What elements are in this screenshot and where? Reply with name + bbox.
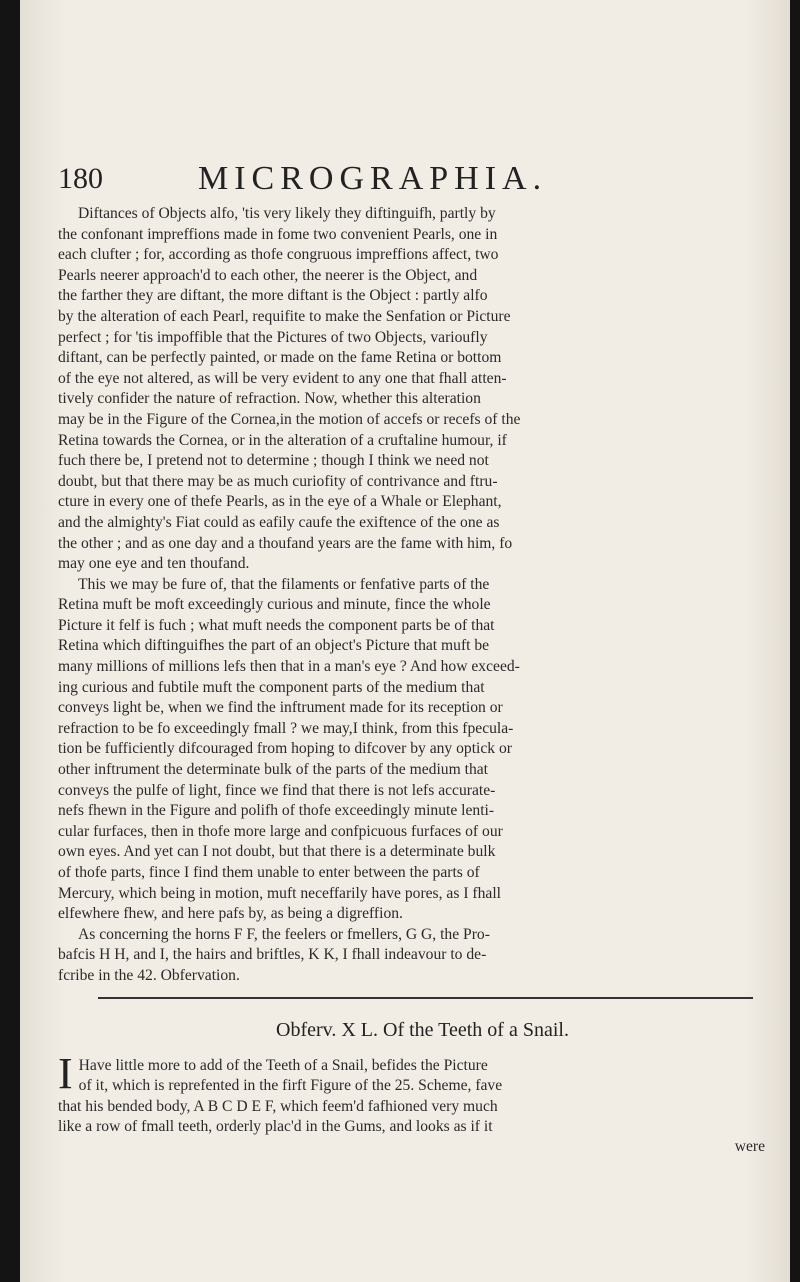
text-line: refraction to be fo exceedingly fmall ? we may,I think, from this fpecula-: [58, 719, 514, 737]
text-line: Retina which diftinguifhes the part of an object's Picture that muft be: [58, 637, 490, 655]
section-divider: [98, 997, 753, 999]
text-line: Diftances of Objects alfo, 'tis very likely they diftinguifh, partly by: [78, 205, 496, 222]
text-line: ing curious and fubtile muft the component parts of the medium that: [58, 678, 485, 696]
page-content: [58, 160, 800, 1156]
text-line: As concerning the horns F F, the feelers or fmellers, G G, the Pro-: [78, 925, 490, 943]
text-line: conveys light be, when we find the inftrument made for its reception or: [58, 699, 503, 717]
text-line: bafcis H H, and I, the hairs and briftles, K K, I fhall indeavour to de-: [58, 946, 487, 964]
text-line: many millions of millions lefs then that in a man's eye ? And how exceed-: [58, 658, 520, 676]
text-line: nefs fhewn in the Figure and polifh of thofe exceedingly minute lenti-: [58, 802, 495, 820]
catchword: were: [734, 1137, 765, 1155]
text-line: like a row of fmall teeth, orderly plac'd in the Gums, and looks as if it: [58, 1118, 493, 1136]
text-line: and the almighty's Fiat could as eafily caufe the exiftence of the one as: [58, 513, 500, 531]
text-line: perfect ; for 'tis impoffible that the Pictures of two Objects, varioufly: [58, 328, 488, 346]
paragraph-snail-teeth: [58, 1048, 800, 1138]
text-line: of thofe parts, fince I find them unable to enter between the parts of: [58, 864, 480, 881]
text-line: each clufter ; for, according as thofe congruous impreffions affect, two: [58, 246, 499, 264]
text-line: tion be fufficiently difcouraged from hoping to difcover by any optick or: [58, 740, 512, 758]
text-line: that his bended body, A B C D E F, which feem'd fafhioned very much: [58, 1097, 498, 1115]
text-line: Have little more to add of the Teeth of a Snail, befides the Picture: [78, 1056, 488, 1074]
text-line: Pearls neerer approach'd to each other, the neerer is the Object, and: [58, 266, 478, 284]
text-line: other inftrument the determinate bulk of the parts of the medium that: [58, 761, 489, 779]
paragraph-horns: [58, 925, 800, 987]
drop-cap: I: [58, 1048, 73, 1098]
book-page: [20, 0, 790, 1282]
text-line: This we may be fure of, that the filaments or fenfative parts of the: [78, 575, 490, 593]
text-line: Picture it felf is fuch ; what muft needs the component parts be of that: [58, 616, 495, 634]
text-line: fuch there be, I pretend not to determine ; though I think we need not: [58, 452, 489, 470]
text-line: conveys the pulfe of light, fince we find that there is not lefs accurate-: [58, 781, 496, 799]
text-line: the confonant impreffions made in fome two convenient Pearls, one in: [58, 225, 498, 243]
text-line: elfewhere fhew, and here pafs by, as being a digreffion.: [58, 905, 403, 923]
text-line: cture in every one of thefe Pearls, as in the eye of a Whale or Elephant,: [58, 493, 502, 511]
text-line: Retina towards the Cornea, or in the alteration of a cruftaline humour, if: [58, 431, 507, 449]
text-line: Mercury, which being in motion, muft neceffarily have pores, as I fhall: [58, 884, 501, 902]
text-line: the other ; and as one day and a thoufand years are the fame with him, fo: [58, 534, 513, 552]
text-line: may one eye and ten thoufand.: [58, 555, 250, 573]
text-line: of the eye not altered, as will be very evident to any one that fhall atten-: [58, 369, 507, 387]
text-line: by the alteration of each Pearl, requifite to make the Senfation or Picture: [58, 307, 511, 325]
running-title: MICROGRAPHIA.: [198, 160, 548, 197]
text-line: may be in the Figure of the Cornea,in the motion of accefs or recefs of the: [58, 410, 521, 428]
page-header: [58, 160, 800, 204]
paragraph-distances: [58, 204, 800, 575]
text-line: diftant, can be perfectly painted, or made on the fame Retina or bottom: [58, 349, 502, 367]
paragraph-retina: [58, 575, 800, 925]
text-line: of it, which is reprefented in the firft Figure of the 25. Scheme, fave: [78, 1077, 503, 1095]
text-line: doubt, but that there may be as much curiofity of contrivance and ftru-: [58, 472, 498, 490]
text-line: the farther they are diftant, the more diftant is the Object : partly alfo: [58, 287, 488, 305]
text-line: cular furfaces, then in thofe more large and confpicuous furfaces of our: [58, 822, 503, 840]
text-line: fcribe in the 42. Obfervation.: [58, 966, 240, 984]
text-line: Retina muft be moft exceedingly curious and minute, fince the whole: [58, 596, 491, 614]
text-line: own eyes. And yet can I not doubt, but that there is a determinate bulk: [58, 843, 496, 861]
page-number: 180: [58, 162, 103, 195]
observation-heading: Obferv. X L. Of the Teeth of a Snail.: [276, 1018, 569, 1041]
text-line: tively confider the nature of refraction. Now, whether this alteration: [58, 390, 481, 408]
